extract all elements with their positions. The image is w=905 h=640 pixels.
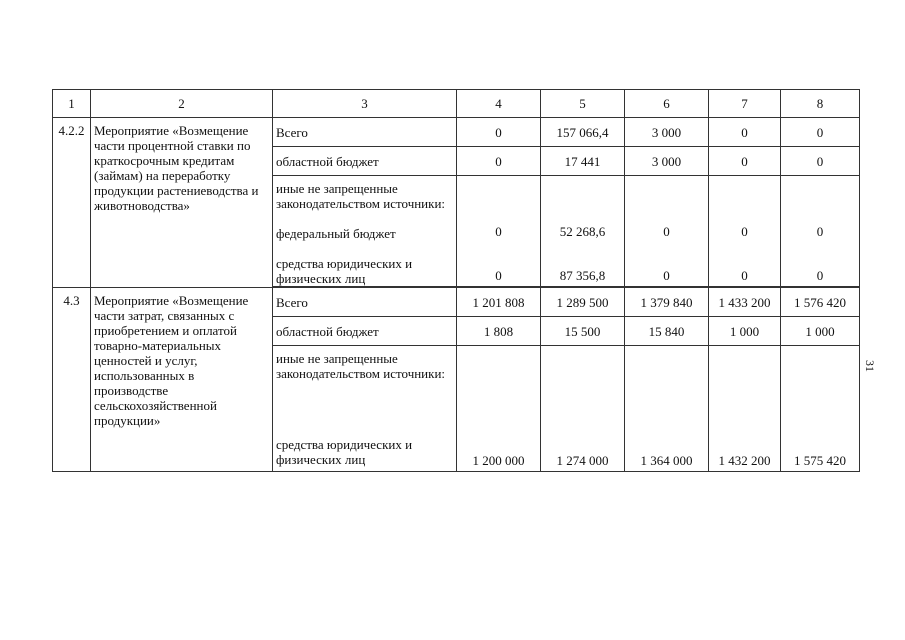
value-line: 0 <box>663 224 670 239</box>
header-cell: 4 <box>457 90 541 118</box>
header-cell: 3 <box>273 90 457 118</box>
source-label: областной бюджет <box>273 147 457 176</box>
value-cell: 0 <box>709 147 781 176</box>
value-line: 0 <box>816 268 824 283</box>
value-cell: 3 000 <box>625 118 709 147</box>
source-label: иные не запрещенные законодательством источники: <box>276 351 446 381</box>
value-line: 87 356,8 <box>559 268 606 283</box>
value-line: 52 268,6 <box>559 224 606 239</box>
value-line: 0 <box>741 224 748 239</box>
header-cell: 8 <box>781 90 860 118</box>
value-cell: 0 <box>457 147 541 176</box>
value-cell: 1 200 000 <box>457 346 541 472</box>
source-label: средства юридических и физических лиц <box>276 256 413 286</box>
source-group <box>273 346 457 472</box>
activity-code: 4.2.2 <box>53 118 91 288</box>
value-cell: 0 <box>781 118 860 147</box>
source-label: Всего <box>273 288 457 317</box>
value-cell <box>625 176 709 287</box>
table-row <box>53 288 860 317</box>
value-cell: 0 <box>709 118 781 147</box>
value-cell <box>541 176 625 287</box>
value-cell: 157 066,4 <box>541 118 625 147</box>
source-group <box>273 176 457 287</box>
value-line: 0 <box>495 268 502 283</box>
value-cell: 1 274 000 <box>541 346 625 472</box>
value-cell: 1 000 <box>709 317 781 346</box>
source-label: федеральный бюджет <box>276 226 396 241</box>
value-line: 0 <box>495 224 502 239</box>
value-cell: 1 289 500 <box>541 288 625 317</box>
page-number: 31 <box>863 360 877 372</box>
funding-table <box>52 89 860 472</box>
value-line: 0 <box>663 268 670 283</box>
value-cell: 3 000 <box>625 147 709 176</box>
value-cell <box>709 176 781 287</box>
value-cell: 1 432 200 <box>709 346 781 472</box>
value-cell: 1 000 <box>781 317 860 346</box>
value-line: 0 <box>816 224 824 239</box>
header-cell: 1 <box>53 90 91 118</box>
source-label: областной бюджет <box>273 317 457 346</box>
value-line: 0 <box>741 268 748 283</box>
header-cell: 6 <box>625 90 709 118</box>
value-cell: 1 575 420 <box>781 346 860 472</box>
header-cell: 5 <box>541 90 625 118</box>
value-cell: 1 808 <box>457 317 541 346</box>
source-label: средства юридических и физических лиц <box>276 437 413 467</box>
activity-title: Мероприятие «Возмещение части затрат, связанных с приобретением и оплатой товарно-материальных ценностей и услуг, использованных в производстве сельскохозяйственной продукции» <box>91 288 273 472</box>
header-cell: 2 <box>91 90 273 118</box>
value-cell: 1 379 840 <box>625 288 709 317</box>
value-cell: 15 840 <box>625 317 709 346</box>
activity-title: Мероприятие «Возмещение части процентной ставки по краткосрочным кредитам (займам) на переработку продукции растениеводства и животноводства» <box>91 118 273 288</box>
value-cell: 1 201 808 <box>457 288 541 317</box>
value-cell <box>457 176 541 287</box>
value-cell: 1 433 200 <box>709 288 781 317</box>
value-cell: 0 <box>781 147 860 176</box>
value-cell: 17 441 <box>541 147 625 176</box>
value-cell: 1 576 420 <box>781 288 860 317</box>
activity-code: 4.3 <box>53 288 91 472</box>
value-cell <box>781 176 860 287</box>
value-cell: 1 364 000 <box>625 346 709 472</box>
table-row <box>53 118 860 147</box>
header-cell: 7 <box>709 90 781 118</box>
value-cell: 15 500 <box>541 317 625 346</box>
value-cell: 0 <box>457 118 541 147</box>
header-row <box>53 90 860 118</box>
source-label: Всего <box>273 118 457 147</box>
source-label: иные не запрещенные законодательством источники: <box>276 181 446 211</box>
